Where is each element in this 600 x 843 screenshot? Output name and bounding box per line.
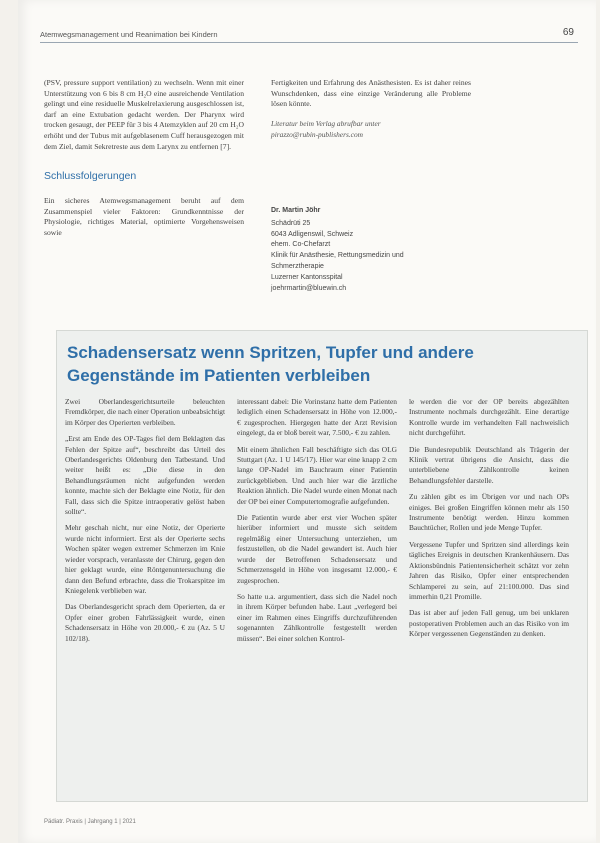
- continued-paragraph: (PSV, pressure support ventilation) zu wechseln. Wenn mit einer Unterstützung von 6 bis 8 cm H₂O eine ausreichende Ventilation gelingt und eine residuelle Muskelrelaxierung ausgeschlossen ist, darf an eine Extubation gedacht werden. Der Pharynx wird trocken gesaugt, der PEEP für 3 bis 4 Atemzyklen auf 20 cm H₂O erhöht und der Tubus mit aufgeblasenem Cuff herausgezogen mit dem Ziel, damit Sekretreste aus dem Larynx zu entfernen [7].: [44, 78, 244, 151]
- news-paragraph: interessant dabei: Die Vorinstanz hatte dem Patienten lediglich einen Schadensersatz in Höhe von 12.000,- € zugesprochen. Hiergegen hatte der Arzt Revision eingelegt, da er bloß bereit war, 7.500,- € zu zahlen.: [237, 397, 397, 438]
- literature-email[interactable]: pirazzo@rubin-publishers.com: [271, 129, 364, 139]
- author-clinic-line: Schmerztherapie: [271, 262, 324, 270]
- news-box-column-2: [237, 397, 397, 650]
- top-right-column: [271, 78, 471, 140]
- news-paragraph: So hatte u.a. argumentiert, dass sich die Nadel noch in ihrem Körper befunden habe. Laut „verlegerd bei einer im Rahmen eines Eingriffs durchzuführenden sogenannten Zählkontrolle festgestellt werden müssen“. Bei einer solchen Kontrol-: [237, 591, 397, 643]
- news-box-column-3: [409, 397, 569, 646]
- author-address-line: Schädrüti 25: [271, 219, 311, 227]
- news-paragraph: Die Patientin wurde aber erst vier Wochen später hierüber informiert und musste sich seitdem regelmäßig einer Untersuchung unterziehen, um festzustellen, ob die Nadel gewandert ist. Auch hier wurde der Betroffenen Schadensersatz und Schmerzensgeld in Höhe von insgesamt 12.000,- € zugesprochen.: [237, 513, 397, 585]
- news-box-title: Schadensersatz wenn Spritzen, Tupfer und andere Gegenstände im Patienten verbleiben: [67, 343, 474, 385]
- news-paragraph: Die Bundesrepublik Deutschland als Trägerin der Klinik vertrat übrigens die Ansicht, dass die unterbliebene Zählkontrolle keinen Behandlungsfehler darstelle.: [409, 444, 569, 485]
- author-name: Dr. Martin Jöhr: [271, 207, 321, 214]
- literature-note: [271, 118, 471, 140]
- news-paragraph: „Erst am Ende des OP-Tages fiel dem Beklagten das Fehlen der Spitze auf“, beschreibt das Urteil des Oberlandesgerichts Oldenburg den Tatbestand. Und weiter heißt es: „Die diese in den Behandlungsräumen nicht aufgefunden werden konnte, machte sich der Beklagte eine Notiz, für den Fall, dass sich die Spitze intraoperativ gelöst haben sollte“.: [65, 434, 225, 517]
- author-block: [271, 206, 471, 294]
- news-paragraph: Zwei Oberlandesgerichtsurteile beleuchten Fremdkörper, die nach einer Operation unbeabsichtigt im Körper des Operierten verbleiben.: [65, 397, 225, 427]
- author-email[interactable]: joehrmartin@bluewin.ch: [271, 284, 347, 292]
- news-paragraph: le werden die vor der OP bereits abgezählten Instrumente nochmals durchgezählt. Eine derartige Kontrolle wurde im verhandelten Fall nachweislich nicht durchgeführt.: [409, 397, 569, 438]
- running-head: [40, 28, 578, 43]
- author-address-line: 6043 Adligenswil, Schweiz: [271, 230, 354, 238]
- literature-note-line: Literatur beim Verlag abrufbar unter: [271, 118, 381, 128]
- page-number: 69: [562, 27, 574, 38]
- conclusion-paragraph: Ein sicheres Atemwegsmanagement beruht auf dem Zusammenspiel vieler Faktoren: Grundkenntnisse der Physiologie, richtiges Material, optimierte Vorgehensweisen sowie: [44, 196, 244, 237]
- top-left-column: [44, 78, 244, 239]
- author-role-line: ehem. Co-Chefarzt: [271, 241, 331, 249]
- page-footer: Pädiatr. Praxis | Jahrgang 1 | 2021: [44, 819, 136, 825]
- news-paragraph: Mit einem ähnlichen Fall beschäftigte sich das OLG Stuttgart (Az. 1 U 145/17). Hier war eine knapp 2 cm lange OP-Nadel im Bauchraum einer Patientin zurückgeblieben. Und auch hier war die ärztliche Reaktion ähnlich. Die Nadel wurde einen Monat nach der OP bei einer Computertomografie aufgefunden.: [237, 444, 397, 506]
- news-paragraph: Das ist aber auf jeden Fall genug, um bei unklaren postoperativen Problemen auch an das Risiko von im Körper vergessenen Gegenständen zu denken.: [409, 608, 569, 639]
- news-paragraph: Zu zählen gibt es im Übrigen vor und nach OPs einiges. Bei großen Eingriffen können mehr als 150 Instrumente benötigt werden. Hinzu kommen Bauchtücher, Rollen und jede Menge Tupfer.: [409, 492, 569, 533]
- news-paragraph: Vergessene Tupfer und Spritzen sind allerdings kein tägliches Ereignis in deutschen Krankenhäusern. Das Aktionsbündnis Patientensicherheit schätzt vor zehn Jahren das Risiko, Opfer einer entsprechenden Schlamperei zu sein, auf 21:100.000. Das sind immerhin 0,21 Promille.: [409, 539, 569, 601]
- news-paragraph: Das Oberlandesgericht sprach dem Operierten, da er Opfer einer groben Fahrlässigkeit wurde, einen Schadensersatz in Höhe von 20.000,- € zu (Az. 5 U 102/18).: [65, 602, 225, 643]
- author-hospital-line: Luzerner Kantonsspital: [271, 273, 343, 281]
- author-clinic-line: Klinik für Anästhesie, Rettungsmedizin und: [271, 252, 404, 260]
- running-head-title: Atemwegsmanagement und Reanimation bei Kindern: [40, 30, 218, 39]
- news-box: [56, 330, 588, 802]
- conclusion-continued: Fertigkeiten und Erfahrung des Anästhesisten. Es ist daher reines Wunschdenken, dass eine einzige Veränderung alle Probleme lösen könnte.: [271, 78, 471, 109]
- news-box-column-1: [65, 397, 225, 650]
- section-heading-conclusions: Schlussfolgerungen: [44, 170, 137, 183]
- news-paragraph: Mehr geschah nicht, nur eine Notiz, der Operierte wurde nicht informiert. Erst als der Operierte sechs Wochen später wegen extremer Schmerzen im Knie wieder vorsprach, veranlasste der Chirurg, gegen den hier geklagt wurde, eine Röntgenuntersuchung die dann den Befund erbrachte, dass die Trokarspitze im Kniegelenk verblieben war.: [65, 523, 225, 595]
